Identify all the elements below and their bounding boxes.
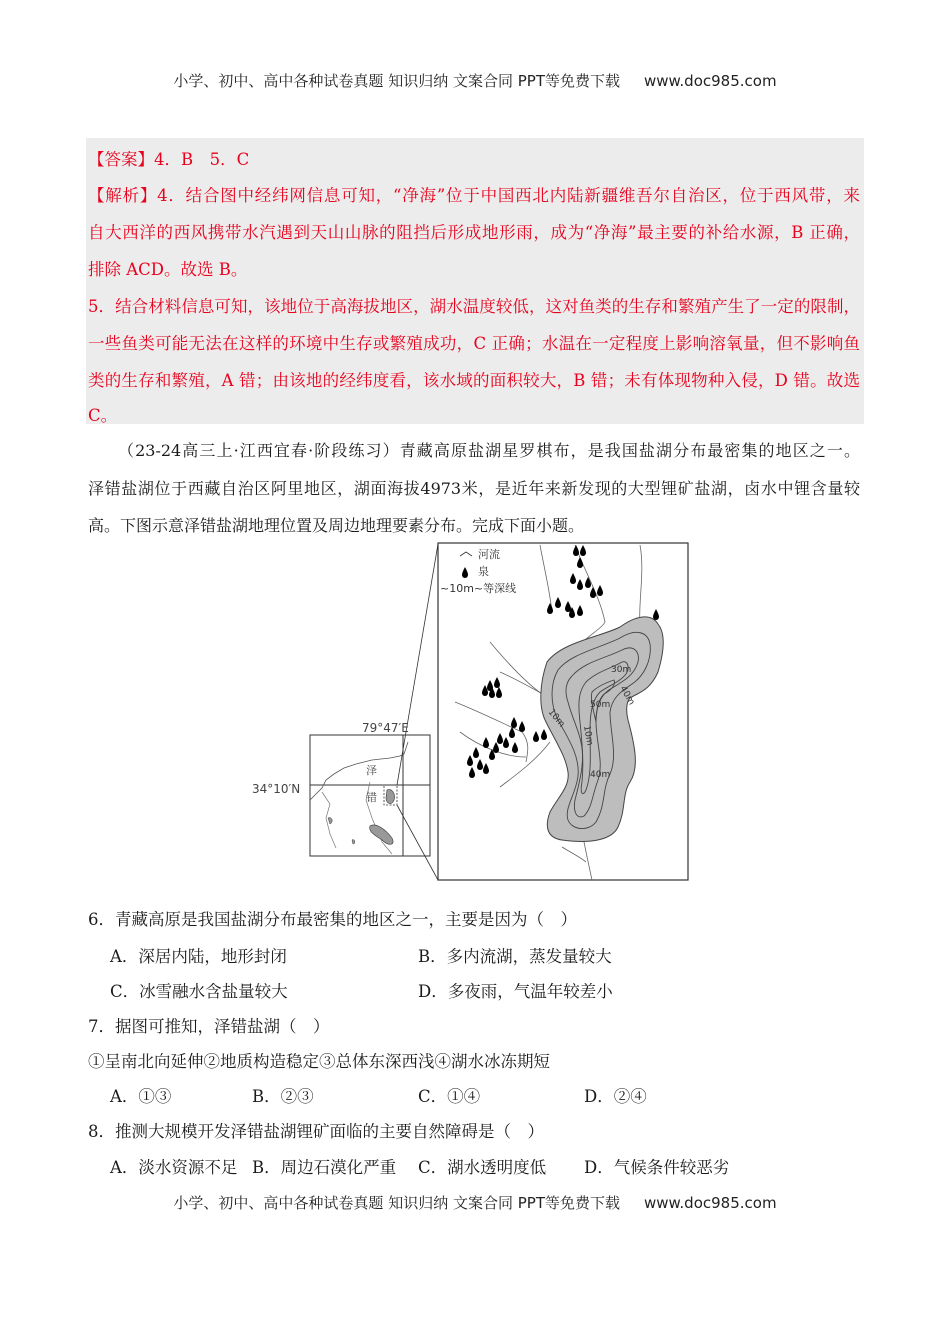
q7-option-d[interactable]: D．②④ [584,1087,647,1106]
q7-option-c[interactable]: C．①④ [418,1087,481,1106]
q7-option-b[interactable]: B．②③ [252,1087,314,1106]
q6-option-d[interactable]: D．多夜雨，气温年较差小 [418,982,613,1001]
question-6-stem: 6．青藏高原是我国盐湖分布最密集的地区之一，主要是因为（ ） [88,910,577,929]
page-header [0,70,950,91]
analysis-line: 排除 ACD。故选 B。 [88,260,248,279]
question-8-stem: 8．推测大规模开发泽错盐湖锂矿面临的主要自然障碍是（ ） [88,1122,544,1141]
page-footer [0,1192,950,1213]
lake-label-2: 错 [366,791,377,804]
passage-line: 高。下图示意泽错盐湖地理位置及周边地理要素分布。完成下面小题。 [88,516,585,535]
latitude-label: 34°10′N [252,782,301,796]
inset-lake-zecuo [386,790,395,804]
q6-option-b[interactable]: B．多内流湖，蒸发量较大 [418,947,612,966]
q6-option-a[interactable]: A．深居内陆，地形封闭 [110,947,287,966]
legend-spring: 泉 [478,565,489,578]
q6-option-c[interactable]: C．冰雪融水含盐量较大 [110,982,288,1001]
analysis-line: 【解析】4．结合图中经纬网信息可知，“净海”位于中国西北内陆新疆维吾尔自治区，位于西风带，来 [88,186,860,205]
q8-option-d[interactable]: D．气候条件较恶劣 [584,1158,730,1177]
analysis-line: C。 [88,406,118,425]
longitude-label: 79°47′E [362,721,409,735]
footer-text: 小学、初中、高中各种试卷真题 知识归纳 文案合同 PPT等免费下载 [173,1194,620,1212]
depth-label: 50m [590,700,611,710]
depth-label: 40m [617,684,637,708]
passage-line: 泽错盐湖位于西藏自治区阿里地区，湖面海拔4973米，是近年来新发现的大型锂矿盐湖，卤水中锂含量较 [88,479,860,498]
question-7-stem: 7．据图可推知，泽错盐湖（ ） [88,1017,330,1036]
depth-label: 30m [611,665,632,675]
legend-river: 河流 [478,548,500,561]
depth-label: 40m [590,770,611,780]
q7-option-a[interactable]: A．①③ [110,1087,172,1106]
header-url[interactable]: www.doc985.com [643,72,777,90]
lake-label-1: 泽 [366,764,377,777]
analysis-line: 类的生存和繁殖，A 错；由该地的经纬度看，该水域的面积较大，B 错；未有体现物种入侵，D 错。故选 [88,371,860,390]
q8-option-c[interactable]: C．湖水透明度低 [418,1158,547,1177]
question-7-statements: ①呈南北向延伸②地质构造稳定③总体东深西浅④湖水冰冻期短 [88,1052,550,1071]
depth-label: 10m [545,707,567,730]
legend-isobath: ~10m~等深线 [440,582,517,595]
map-svg [300,542,690,882]
analysis-line: 5．结合材料信息可知，该地位于高海拔地区，湖水温度较低，这对鱼类的生存和繁殖产生了一定的限制， [88,297,860,316]
answer-key: 【答案】4．B 5．C [88,150,250,169]
depth-label: 10m [581,724,595,747]
analysis-line: 一些鱼类可能无法在这样的环境中生存或繁殖成功，C 正确；水温在一定程度上影响溶氧量，但不影响鱼 [88,334,860,353]
footer-url[interactable]: www.doc985.com [643,1194,777,1212]
analysis-line: 自大西洋的西风携带水汽遇到天山山脉的阻挡后形成地形雨，成为“净海”最主要的补给水源，B 正确， [88,223,860,242]
map-figure [252,542,690,882]
q8-option-b[interactable]: B．周边石漠化严重 [252,1158,397,1177]
q8-option-a[interactable]: A．淡水资源不足 [110,1158,238,1177]
passage-line: （23-24高三上·江西宜春·阶段练习）青藏高原盐湖星罗棋布，是我国盐湖分布最密集的地区之一。 [118,441,860,460]
header-text: 小学、初中、高中各种试卷真题 知识归纳 文案合同 PPT等免费下载 [173,72,620,90]
